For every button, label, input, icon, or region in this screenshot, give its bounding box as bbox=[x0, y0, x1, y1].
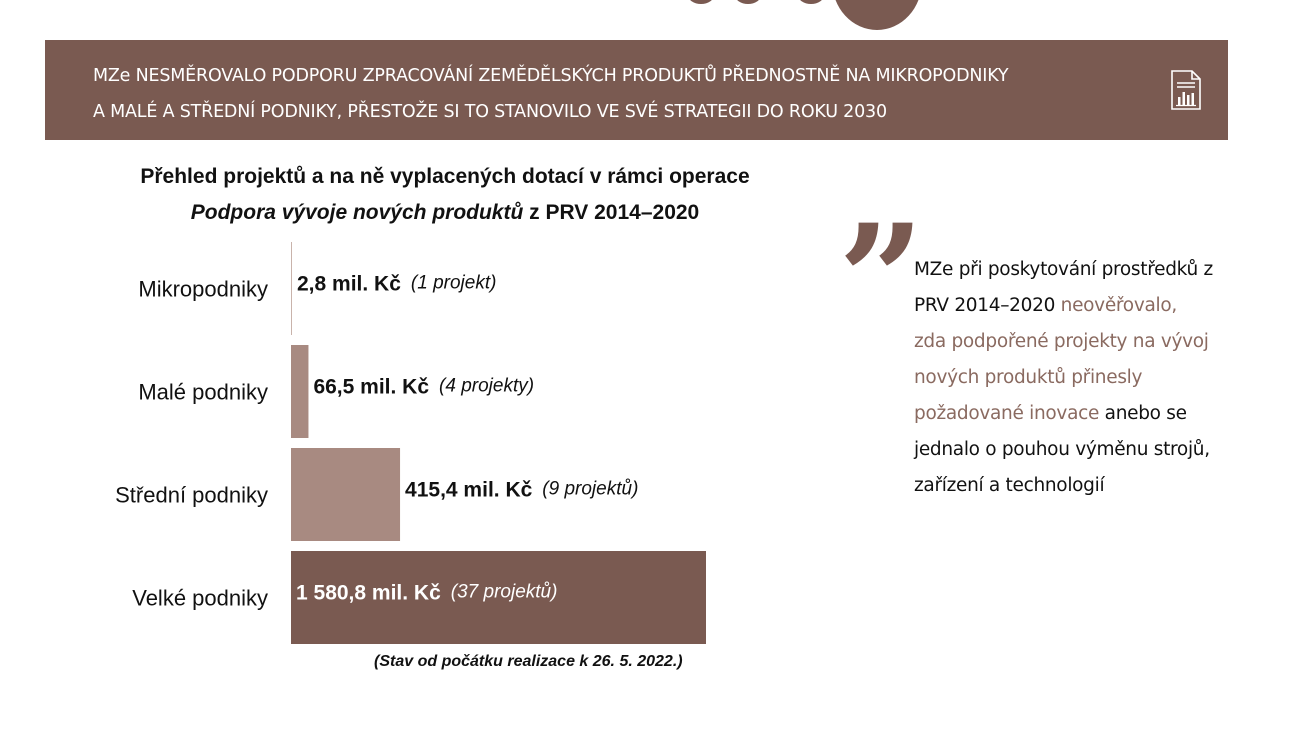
bar bbox=[291, 345, 308, 438]
project-count-label: (4 projekty) bbox=[439, 375, 535, 397]
banner-line-1: MZe NESMĚROVALO PODPORU ZPRACOVÁNÍ ZEMĚDĚLSKÝCH PRODUKTŮ PŘEDNOSTNĚ NA MIKROPODNIKY bbox=[93, 66, 1009, 86]
quote-mark-icon: ” bbox=[838, 192, 925, 368]
project-count-label: (9 projektů) bbox=[542, 478, 639, 500]
value-label: 1 580,8 mil. Kč bbox=[296, 581, 441, 605]
value-label: 2,8 mil. Kč bbox=[297, 272, 401, 296]
bar bbox=[291, 242, 292, 335]
quote-text bbox=[914, 252, 1214, 504]
bar bbox=[291, 448, 400, 541]
chart-subtitle-italic: Podpora vývoje nových produktů bbox=[190, 201, 524, 224]
chart-title: Přehled projektů a na ně vyplacených dotací v rámci operace bbox=[140, 165, 750, 188]
category-label: Velké podniky bbox=[132, 585, 268, 611]
value-label: 66,5 mil. Kč bbox=[313, 375, 430, 399]
quote-part-2: anebo se jednalo o pouhou výměnu strojů, zařízení a technologií bbox=[914, 403, 1210, 496]
project-count-label: (1 projekt) bbox=[410, 272, 497, 294]
category-label: Mikropodniky bbox=[138, 276, 268, 302]
quote-part-1: MZe při poskytování prostředků z PRV 2014–2020 bbox=[914, 259, 1213, 316]
project-count-label: (37 projektů) bbox=[450, 581, 558, 603]
quote-highlight: neověřovalo, zda podpořené projekty na vývoj nových produktů přinesly požadované inovace bbox=[914, 295, 1209, 424]
category-label: Malé podniky bbox=[138, 379, 268, 405]
chart-subtitle-rest: z PRV 2014–2020 bbox=[523, 201, 700, 224]
category-label: Střední podniky bbox=[115, 482, 268, 508]
value-label: 415,4 mil. Kč bbox=[405, 478, 533, 502]
chart-note: (Stav od počátku realizace k 26. 5. 2022.) bbox=[374, 653, 683, 670]
banner-line-2: A MALÉ A STŘEDNÍ PODNIKY, PŘESTOŽE SI TO STANOVILO VE SVÉ STRATEGII DO ROKU 2030 bbox=[93, 102, 887, 122]
